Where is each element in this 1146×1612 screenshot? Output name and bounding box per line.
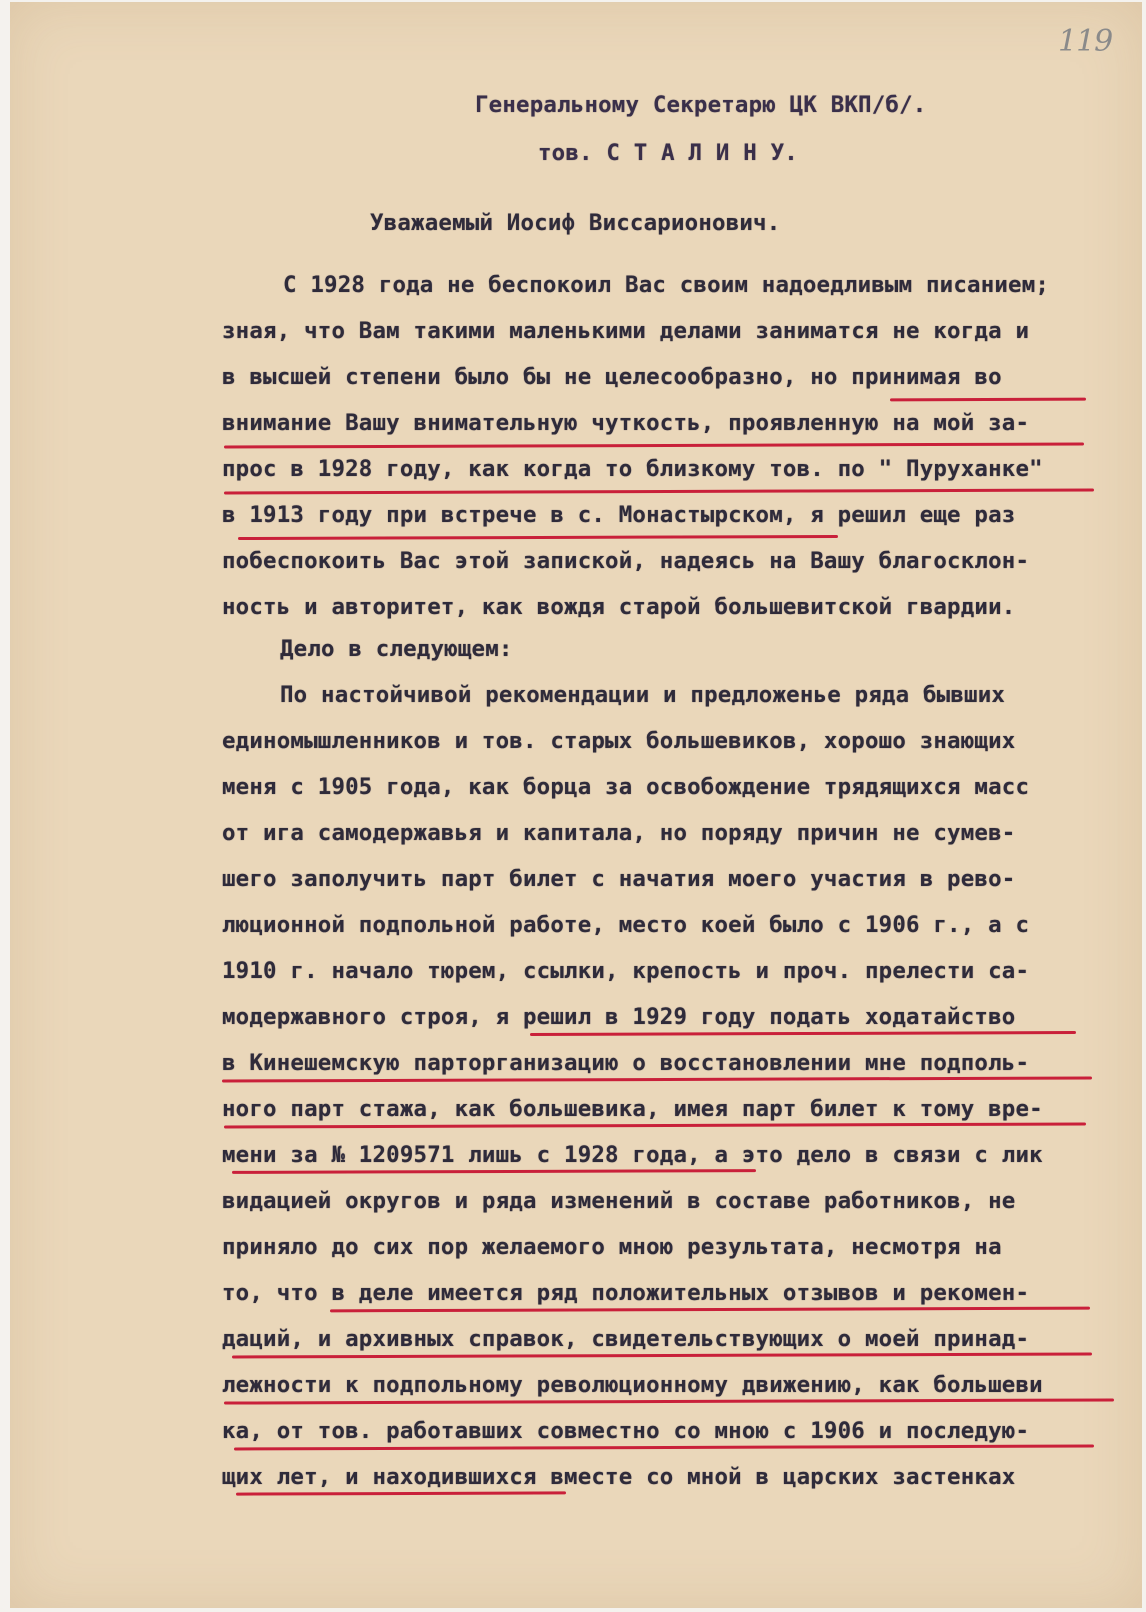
archive-page-number: 119 bbox=[1058, 24, 1113, 59]
body-line: ка, от тов. работавших совместно со мною с 1906 и последую- bbox=[222, 1418, 1030, 1444]
body-line: внимание Вашу внимательную чуткость, проявленную на мой за- bbox=[222, 410, 1030, 436]
body-line: щих лет, и находившихся вместе со мной в царских застенках bbox=[222, 1464, 1016, 1490]
body-line: Дело в следующем: bbox=[280, 636, 513, 662]
addressee-line: Генеральному Секретарю ЦК ВКП/б/. bbox=[475, 92, 927, 118]
body-line: в 1913 году при встрече в с. Монастырском, я решил еще раз bbox=[222, 502, 1016, 528]
body-line: даций, и архивных справок, свидетельствующих о моей принад- bbox=[222, 1326, 1030, 1352]
body-line: мени за № 1209571 лишь с 1928 года, а это дело в связи с лик bbox=[222, 1142, 1043, 1168]
body-line: ность и авторитет, как вождя старой большевитской гвардии. bbox=[222, 594, 1016, 620]
body-line: зная, что Вам такими маленькими делами заниматся не когда и bbox=[222, 318, 1030, 344]
body-line: люционной подпольной работе, место коей было с 1906 г., а с bbox=[222, 912, 1030, 938]
body-line: меня с 1905 года, как борца за освобождение трядящихся масс bbox=[222, 774, 1030, 800]
red-underline bbox=[238, 535, 838, 540]
red-underline bbox=[530, 1031, 1076, 1036]
body-line: в высшей степени было бы не целесообразно, но принимая во bbox=[222, 364, 1002, 390]
body-line: По настойчивой рекомендации и предложенье ряда бывших bbox=[280, 682, 1006, 708]
red-underline bbox=[232, 1169, 756, 1174]
body-line: модержавного строя, я решил в 1929 году подать ходатайство bbox=[222, 1004, 1016, 1030]
body-line: от ига самодержавья и капитала, но поряду причин не сумев- bbox=[222, 820, 1016, 846]
document-page bbox=[10, 2, 1142, 1608]
body-line: прос в 1928 году, как когда то близкому тов. по " Пуруханке" bbox=[222, 456, 1043, 482]
body-line: лежности к подпольному революционному движению, как большеви bbox=[222, 1372, 1043, 1398]
body-line: видацией округов и ряда изменений в составе работников, не bbox=[222, 1188, 1016, 1214]
salutation: Уважаемый Иосиф Виссарионович. bbox=[370, 210, 781, 236]
addressee-name: тов. С Т А Л И Н У. bbox=[538, 140, 798, 166]
body-line: С 1928 года не беспокоил Вас своим надоедливым писанием; bbox=[283, 272, 1050, 298]
body-line: 1910 г. начало тюрем, ссылки, крепость и проч. прелести са- bbox=[222, 958, 1030, 984]
body-line: приняло до сих пор желаемого мною результата, несмотря на bbox=[222, 1234, 1002, 1260]
red-underline bbox=[224, 488, 1094, 494]
body-line: побеспокоить Вас этой запиской, надеясь на Вашу благосклон- bbox=[222, 548, 1030, 574]
red-underline bbox=[236, 1491, 566, 1495]
body-line: единомышленников и тов. старых большевиков, хорошо знающих bbox=[222, 728, 1016, 754]
body-line: шего заполучить парт билет с начатия моего участия в рево- bbox=[222, 866, 1016, 892]
body-line: ного парт стажа, как большевика, имея парт билет к тому вре- bbox=[222, 1096, 1043, 1122]
red-underline bbox=[224, 442, 1084, 448]
red-underline bbox=[890, 398, 1086, 402]
body-line: в Кинешемскую парторганизацию о восстановлении мне подполь- bbox=[222, 1050, 1030, 1076]
body-line: то, что в деле имеется ряд положительных отзывов и рекомен- bbox=[222, 1280, 1030, 1306]
